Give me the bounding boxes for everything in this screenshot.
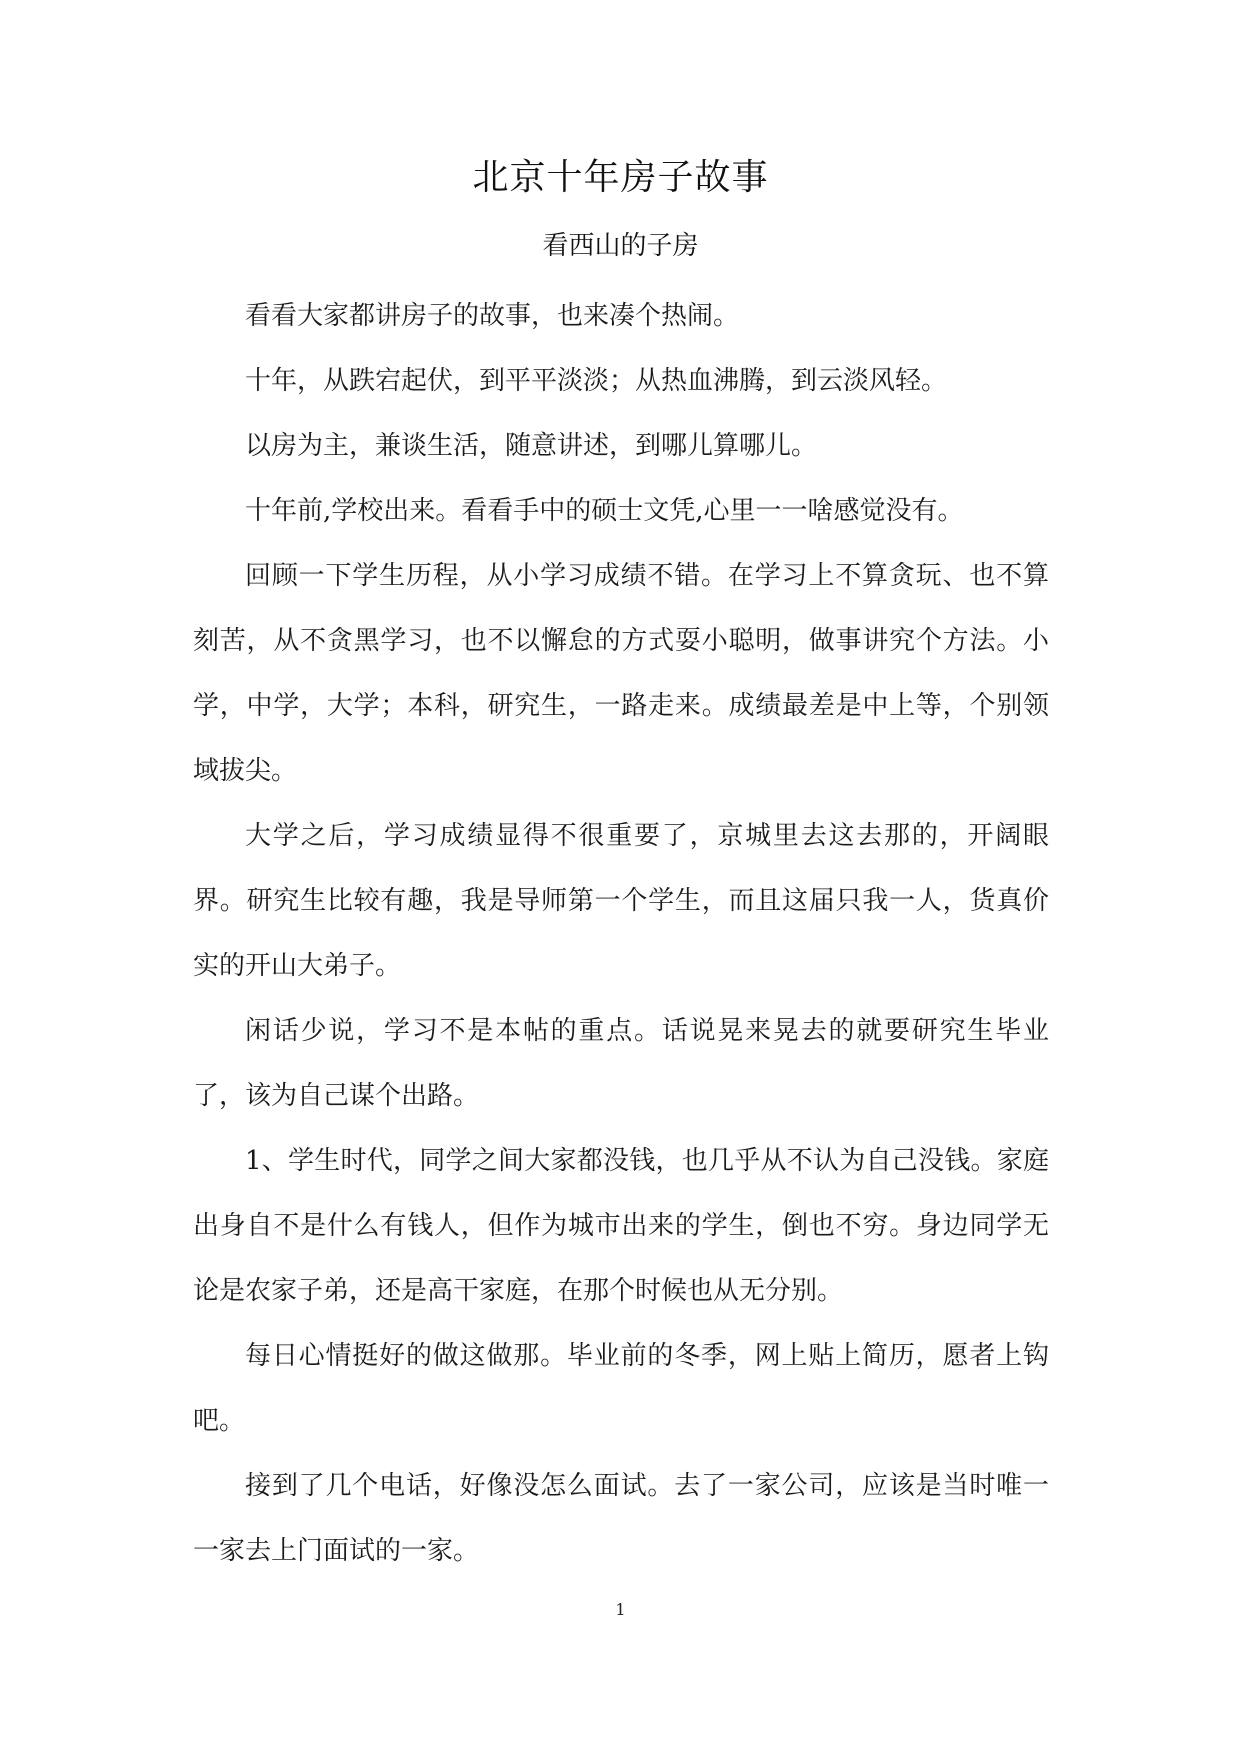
document-body bbox=[193, 284, 1049, 1584]
paragraph: 十年，从跌宕起伏，到平平淡淡；从热血沸腾，到云淡风轻。 bbox=[245, 366, 948, 396]
document-title: 北京十年房子故事 bbox=[472, 157, 769, 198]
paragraph: 以房为主，兼谈生活，随意讲述，到哪儿算哪儿。 bbox=[245, 431, 818, 461]
paragraph: 1、学生时代，同学之间大家都没钱，也几乎从不认为自己没钱。家庭出身自不是什么有钱人，但作为城市出来的学生，倒也不穷。身边同学无论是农家子弟，还是高干家庭，在那个时候也从无分别。 bbox=[193, 1146, 1049, 1306]
paragraph: 十年前,学校出来。看看手中的硕士文凭,心里一一啥感觉没有。 bbox=[245, 496, 964, 526]
paragraph: 大学之后，学习成绩显得不很重要了，京城里去这去那的，开阔眼界。研究生比较有趣，我是导师第一个学生，而且这届只我一人，货真价实的开山大弟子。 bbox=[193, 821, 1049, 981]
paragraph: 回顾一下学生历程，从小学习成绩不错。在学习上不算贪玩、也不算刻苦，从不贪黑学习，也不以懈怠的方式耍小聪明，做事讲究个方法。小学，中学，大学；本科，研究生，一路走来。成绩最差是中上等，个别领域拔尖。 bbox=[193, 561, 1049, 786]
paragraph: 看看大家都讲房子的故事，也来凑个热闹。 bbox=[245, 301, 740, 331]
paragraph: 接到了几个电话，好像没怎么面试。去了一家公司，应该是当时唯一一家去上门面试的一家。 bbox=[193, 1471, 1049, 1566]
document-subtitle: 看西山的子房 bbox=[542, 231, 699, 261]
page-number: 1 bbox=[615, 1600, 626, 1619]
paragraph: 每日心情挺好的做这做那。毕业前的冬季，网上贴上简历，愿者上钩吧。 bbox=[193, 1341, 1049, 1436]
paragraph: 闲话少说，学习不是本帖的重点。话说晃来晃去的就要研究生毕业了，该为自己谋个出路。 bbox=[193, 1016, 1049, 1111]
